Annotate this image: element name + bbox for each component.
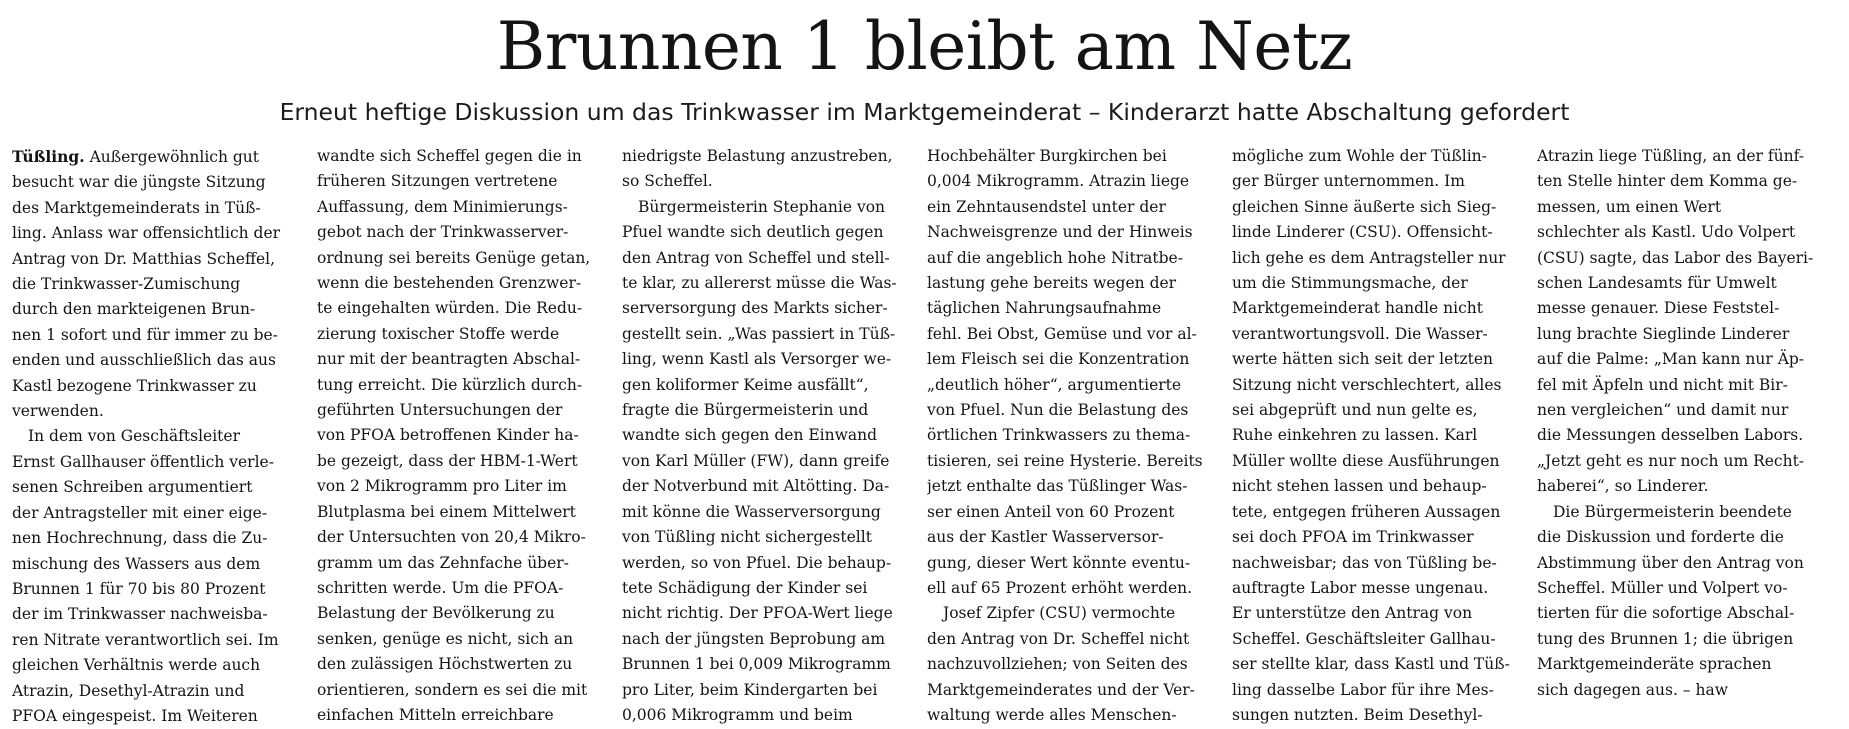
article-line-text: Hochbehälter Burgkirchen bei <box>927 147 1167 165</box>
article-line-text: tierten für die sofortige Abschal- <box>1537 604 1795 623</box>
article-line-text: schritten werde. Um die PFOA- <box>317 578 564 597</box>
article-line <box>317 398 610 423</box>
article-line-text: Müller wollte diese Ausführungen <box>1232 451 1500 470</box>
article-line-text: serversorgung des Markts sicher- <box>622 299 888 318</box>
article-line-text: Brunnen 1 bei 0,009 Mikrogramm <box>622 655 891 674</box>
article-line-text: enden und ausschließlich das aus <box>12 351 276 370</box>
article-column-6 <box>1537 144 1830 703</box>
article-line-text: nicht richtig. Der PFOA-Wert liege <box>622 604 893 623</box>
article-line <box>1232 169 1525 194</box>
article-line-text: lich gehe es dem Antragsteller nur <box>1232 248 1506 267</box>
article-dateline: Tüßling. <box>12 147 85 166</box>
article-line <box>927 525 1220 550</box>
article-line <box>12 374 305 399</box>
article-line-text: messen, um einen Wert <box>1537 197 1722 216</box>
article-line <box>927 347 1220 372</box>
article-line <box>12 221 305 246</box>
article-line-text: be gezeigt, dass der HBM-1-Wert <box>317 451 578 470</box>
article-line <box>317 271 610 296</box>
article-line <box>317 652 610 677</box>
article-line <box>1537 347 1830 372</box>
article-line <box>927 551 1220 576</box>
article-line-text: der Notverbund mit Altötting. Da- <box>622 477 890 496</box>
article-line-text: von Karl Müller (FW), dann greife <box>622 451 890 470</box>
article-line <box>622 246 915 271</box>
article-line-text: ser einen Anteil von 60 Prozent <box>927 502 1175 521</box>
article-line <box>622 296 915 321</box>
article-line-text: die Diskussion und forderte die <box>1537 528 1784 547</box>
article-line <box>317 500 610 525</box>
article-line <box>1232 500 1525 525</box>
article-line-text: Blutplasma bei einem Mittelwert <box>317 502 576 521</box>
article-line-text: Belastung der Bevölkerung zu <box>317 604 555 623</box>
article-line-text: tete, entgegen früheren Aussagen <box>1232 502 1501 521</box>
article-line-text: Marktgemeinderates und der Ver- <box>927 680 1195 699</box>
article-line-text: sich dagegen aus. – haw <box>1537 680 1728 699</box>
article-line-text: der Untersuchten von 20,4 Mikro- <box>317 528 586 547</box>
article-line-text: 0,004 Mikrogramm. Atrazin liege <box>927 172 1190 191</box>
article-line <box>1232 678 1525 703</box>
article-line-text: Abstimmung über den Antrag von <box>1537 553 1804 572</box>
article-body <box>12 144 1837 725</box>
article-line-text: tung des Brunnen 1; die übrigen <box>1537 629 1794 648</box>
article-line <box>622 551 915 576</box>
article-line <box>1232 423 1525 448</box>
article-line-text: orientieren, sondern es sei die mit <box>317 680 588 699</box>
article-line <box>622 347 915 372</box>
article-line-text: Brunnen 1 für 70 bis 80 Prozent <box>12 579 266 598</box>
article-line <box>622 220 915 245</box>
article-line <box>1537 500 1830 525</box>
article-line <box>622 322 915 347</box>
article-line <box>927 703 1220 728</box>
article-line <box>927 601 1220 626</box>
article-line-text: gung, dieser Wert könnte eventu- <box>927 553 1191 572</box>
article-line <box>1232 398 1525 423</box>
article-line-text: „deutlich höher“, argumentierte <box>927 375 1182 394</box>
article-line <box>317 347 610 372</box>
article-line <box>1537 627 1830 652</box>
article-line-text: Josef Zipfer (CSU) vermochte <box>943 604 1176 623</box>
article-line-text: verantwortungsvoll. Die Wasser- <box>1232 324 1488 343</box>
article-line-text: 0,006 Mikrogramm und beim <box>622 705 853 724</box>
article-line <box>927 449 1220 474</box>
article-line <box>622 398 915 423</box>
article-line <box>1537 322 1830 347</box>
article-line <box>1232 322 1525 347</box>
article-line-text: nen vergleichen“ und damit nur <box>1537 401 1789 420</box>
article-line <box>1232 347 1525 372</box>
article-line-text: haberei“, so Linderer. <box>1537 477 1709 496</box>
article-subheadline: Erneut heftige Diskussion um das Trinkwasser im Marktgemeinderat – Kinderarzt hatte Abschaltung gefordert <box>279 98 1570 126</box>
article-line <box>12 297 305 322</box>
article-line-text: so Scheffel. <box>622 172 713 191</box>
article-line-text: nen Hochrechnung, dass die Zu- <box>12 529 268 548</box>
article-line-text: PFOA eingespeist. Im Weiteren <box>12 706 258 725</box>
article-line <box>622 271 915 296</box>
article-line-text: gebot nach der Trinkwasserver- <box>317 223 569 242</box>
article-line <box>1537 576 1830 601</box>
article-line-text: von PFOA betroffenen Kinder ha- <box>317 426 579 445</box>
article-line <box>1232 703 1525 728</box>
article-line-text: den Antrag von Scheffel und stell- <box>622 248 890 267</box>
article-line <box>12 399 305 424</box>
article-line-text: Antrag von Dr. Matthias Scheffel, <box>12 249 276 268</box>
article-line-text: ten Stelle hinter dem Komma ge- <box>1537 172 1798 191</box>
article-line-text: früheren Sitzungen vertretene <box>317 172 558 191</box>
article-line <box>622 169 915 194</box>
article-line <box>1232 449 1525 474</box>
article-line-text: senken, genüge es nicht, sich an <box>317 629 574 648</box>
article-line-text: zierung toxischer Stoffe werde <box>317 324 560 343</box>
article-line <box>1537 144 1830 169</box>
article-line-text: wenn die bestehenden Grenzwer- <box>317 274 582 293</box>
article-line-text: auf die Palme: „Man kann nur Äp- <box>1537 350 1805 369</box>
article-line <box>927 220 1220 245</box>
article-line-text: Marktgemeinderäte sprachen <box>1537 655 1772 674</box>
article-line-text: schen Landesamts für Umwelt <box>1537 274 1777 293</box>
article-line <box>1232 652 1525 677</box>
article-line <box>317 423 610 448</box>
article-line-text: tisieren, sei reine Hysterie. Bereits <box>927 451 1203 470</box>
article-line-text: te eingehalten würden. Die Redu- <box>317 299 583 318</box>
article-line-text: lem Fleisch sei die Konzentration <box>927 350 1190 369</box>
article-line <box>1232 271 1525 296</box>
article-line-text: Pfuel wandte sich deutlich gegen <box>622 223 884 242</box>
article-line <box>927 144 1220 169</box>
article-line-text: ren Nitrate verantwortlich sei. Im <box>12 630 279 649</box>
article-line <box>927 246 1220 271</box>
article-line <box>622 144 915 169</box>
article-line-text: messe genauer. Diese Feststel- <box>1537 299 1780 318</box>
article-line-text: des Marktgemeinderats in Tüß- <box>12 198 261 217</box>
article-line <box>12 424 305 449</box>
article-line <box>317 703 610 728</box>
article-line <box>12 552 305 577</box>
article-line-text: Ernst Gallhauser öffentlich verle- <box>12 452 274 471</box>
article-line <box>317 296 610 321</box>
article-line-text: örtlichen Trinkwassers zu thema- <box>927 426 1191 445</box>
article-line-text: mögliche zum Wohle der Tüßlin- <box>1232 147 1487 165</box>
article-line <box>622 652 915 677</box>
article-line <box>1537 449 1830 474</box>
article-line <box>1537 398 1830 423</box>
article-line-text: ger Bürger unternommen. Im <box>1232 172 1465 191</box>
article-line <box>927 423 1220 448</box>
article-line <box>12 196 305 221</box>
article-line-text: den Antrag von Dr. Scheffel nicht <box>927 629 1190 648</box>
article-line <box>927 169 1220 194</box>
article-line <box>1232 246 1525 271</box>
article-line-text: der Antragsteller mit einer eige- <box>12 503 268 522</box>
article-line <box>317 601 610 626</box>
article-line-text: Scheffel. Müller und Volpert vo- <box>1537 578 1788 597</box>
article-line-text: Nachweisgrenze und der Hinweis <box>927 223 1193 242</box>
article-line-text: von 2 Mikrogramm pro Liter im <box>317 477 567 496</box>
article-line-text: gramm um das Zehnfache über- <box>317 553 569 572</box>
article-line-text: Die Bürgermeisterin beendete <box>1553 502 1792 521</box>
article-line <box>1537 246 1830 271</box>
article-line-text: nen 1 sofort und für immer zu be- <box>12 325 278 344</box>
article-line <box>1537 652 1830 677</box>
article-line <box>1232 601 1525 626</box>
article-line-text: ser stellte klar, dass Kastl und Tüß- <box>1232 655 1510 674</box>
article-line-text: von Pfuel. Nun die Belastung des <box>927 401 1189 420</box>
article-line-text: Marktgemeinderat handle nicht <box>1232 299 1483 318</box>
article-line <box>12 526 305 551</box>
article-line-text: lastung gehe bereits wegen der <box>927 274 1177 293</box>
article-column-5 <box>1232 144 1525 728</box>
article-line-text: werden, so von Pfuel. Die behaup- <box>622 553 892 572</box>
article-line <box>622 449 915 474</box>
article-line <box>927 500 1220 525</box>
article-line <box>622 576 915 601</box>
article-line <box>622 525 915 550</box>
article-line-text: schlechter als Kastl. Udo Volpert <box>1537 223 1796 242</box>
article-line-text: Atrazin, Desethyl-Atrazin und <box>12 681 245 700</box>
article-line-text: die Messungen desselben Labors. <box>1537 426 1804 445</box>
article-line <box>317 474 610 499</box>
article-line <box>622 474 915 499</box>
article-line-text: fehl. Bei Obst, Gemüse und vor al- <box>927 324 1197 343</box>
article-line-text: geführten Untersuchungen der <box>317 401 563 420</box>
article-line <box>1537 423 1830 448</box>
article-line <box>12 450 305 475</box>
article-line <box>927 195 1220 220</box>
article-line-text: fel mit Äpfeln und nicht mit Bir- <box>1537 375 1788 394</box>
article-line-text: nachweisbar; das von Tüßling be- <box>1232 553 1497 572</box>
article-line <box>317 525 610 550</box>
article-line <box>1232 144 1525 169</box>
article-line <box>12 272 305 297</box>
article-line-text: ling dasselbe Labor für ihre Mes- <box>1232 680 1494 699</box>
article-line-text: verwenden. <box>12 402 104 421</box>
article-line <box>12 501 305 526</box>
article-line <box>927 576 1220 601</box>
article-line-text: Atrazin liege Tüßling, an der fünf- <box>1537 147 1804 165</box>
article-line-text: täglichen Nahrungsaufnahme <box>927 299 1162 318</box>
article-line-text: Auffassung, dem Minimierungs- <box>317 197 568 216</box>
article-line <box>317 678 610 703</box>
article-line <box>1537 296 1830 321</box>
article-line-text: die Trinkwasser-Zumischung <box>12 275 241 294</box>
article-line <box>12 247 305 272</box>
article-line-text: ordnung sei bereits Genüge getan, <box>317 248 591 267</box>
article-line-text: nur mit der beantragten Abschal- <box>317 350 581 369</box>
article-line <box>1232 576 1525 601</box>
article-line-text: durch den markteigenen Brun- <box>12 300 256 319</box>
article-line <box>12 577 305 602</box>
article-line <box>317 144 610 169</box>
article-line <box>317 195 610 220</box>
article-line <box>317 551 610 576</box>
article-line <box>12 602 305 627</box>
article-line <box>12 348 305 373</box>
article-line-text: fragte die Bürgermeisterin und <box>622 401 869 420</box>
article-line-text: den zulässigen Höchstwerten zu <box>317 655 573 674</box>
article-line-text: auftragte Labor messe ungenau. <box>1232 578 1489 597</box>
article-line <box>927 678 1220 703</box>
article-line <box>12 144 305 170</box>
article-line <box>1537 195 1830 220</box>
article-line <box>622 500 915 525</box>
article-line <box>12 170 305 195</box>
article-line <box>927 373 1220 398</box>
article-line <box>1232 296 1525 321</box>
article-line <box>622 703 915 728</box>
article-line <box>317 449 610 474</box>
article-line-text: te klar, zu allererst müsse die Was- <box>622 274 897 293</box>
article-line <box>12 628 305 653</box>
article-line-text: nach der jüngsten Beprobung am <box>622 629 886 648</box>
article-line-text: tete Schädigung der Kinder sei <box>622 578 868 597</box>
article-line-text: jetzt enthalte das Tüßlinger Was- <box>927 477 1188 496</box>
article-line <box>622 678 915 703</box>
article-line-text: senen Schreiben argumentiert <box>12 478 253 497</box>
article-line-text: Kastl bezogene Trinkwasser zu <box>12 376 257 395</box>
article-line-text: mit könne die Wasserversorgung <box>622 502 881 521</box>
article-line-text: tung erreicht. Die kürzlich durch- <box>317 375 583 394</box>
article-line <box>1537 678 1830 703</box>
article-line <box>1232 627 1525 652</box>
article-line-text: aus der Kastler Wasserversor- <box>927 528 1164 547</box>
article-line <box>622 423 915 448</box>
article-line-text: waltung werde alles Menschen- <box>927 705 1177 724</box>
article-line <box>12 704 305 729</box>
article-line <box>622 627 915 652</box>
article-line <box>1537 601 1830 626</box>
article-line-text: um die Stimmungsmache, der <box>1232 274 1468 293</box>
article-line-text: gleichen Verhältnis werde auch <box>12 656 261 675</box>
article-line-text: wandte sich Scheffel gegen die in <box>317 147 582 165</box>
article-column-1 <box>12 144 305 729</box>
article-line-text: nachzuvollziehen; von Seiten des <box>927 655 1188 674</box>
article-line-text: lung brachte Sieglinde Linderer <box>1537 324 1790 343</box>
article-line-text: sungen nutzten. Beim Desethyl- <box>1232 705 1483 724</box>
article-line <box>1537 271 1830 296</box>
article-line-text: besucht war die jüngste Sitzung <box>12 173 266 192</box>
article-line <box>12 653 305 678</box>
article-line <box>927 652 1220 677</box>
article-line <box>317 220 610 245</box>
article-line-text: nicht stehen lassen und behaup- <box>1232 477 1487 496</box>
article-line-text: „Jetzt geht es nur noch um Recht- <box>1537 451 1805 470</box>
article-column-2 <box>317 144 610 728</box>
article-line <box>12 475 305 500</box>
article-line-text: gestellt sein. „Was passiert in Tüß- <box>622 324 896 343</box>
article-line-text: Sitzung nicht verschlechtert, alles <box>1232 375 1502 394</box>
article-line-text: ein Zehntausendstel unter der <box>927 197 1166 216</box>
article-line <box>622 601 915 626</box>
article-line-text: linde Linderer (CSU). Offensicht- <box>1232 223 1493 242</box>
article-line-text: ell auf 65 Prozent erhöht werden. <box>927 578 1193 597</box>
article-line-text: Bürgermeisterin Stephanie von <box>638 197 886 216</box>
article-line-text: auf die angeblich hohe Nitratbe- <box>927 248 1183 267</box>
article-line-text: wandte sich gegen den Einwand <box>622 426 878 445</box>
article-line <box>1537 373 1830 398</box>
article-line <box>1537 551 1830 576</box>
article-line-text: Ruhe einkehren zu lassen. Karl <box>1232 426 1478 445</box>
article-line <box>1232 373 1525 398</box>
article-line <box>927 271 1220 296</box>
article-line <box>1537 525 1830 550</box>
article-line-text: sei doch PFOA im Trinkwasser <box>1232 528 1474 547</box>
article-line <box>927 474 1220 499</box>
article-line-text: gleichen Sinne äußerte sich Sieg- <box>1232 197 1497 216</box>
article-line-text: niedrigste Belastung anzustreben, <box>622 147 893 165</box>
article-line <box>12 679 305 704</box>
article-line-text: ling. Anlass war offensichtlich der <box>12 224 281 243</box>
article-line <box>1232 195 1525 220</box>
article-line-text: mischung des Wassers aus dem <box>12 554 261 573</box>
article-line-text: einfachen Mitteln erreichbare <box>317 705 554 724</box>
article-line <box>622 195 915 220</box>
article-line <box>927 322 1220 347</box>
article-line <box>317 322 610 347</box>
article-line-text: ling, wenn Kastl als Versorger we- <box>622 350 892 369</box>
article-line-text: gen koliformer Keime ausfällt“, <box>622 375 869 394</box>
article-line <box>927 296 1220 321</box>
article-line-text: (CSU) sagte, das Labor des Bayeri- <box>1537 248 1814 267</box>
article-line <box>317 169 610 194</box>
article-line-text: werte hätten sich seit der letzten <box>1232 350 1494 369</box>
article-line <box>317 373 610 398</box>
article-line <box>1232 220 1525 245</box>
article-line-text: der im Trinkwasser nachweisba- <box>12 605 268 624</box>
article-line <box>622 373 915 398</box>
article-line <box>1232 525 1525 550</box>
article-line <box>317 576 610 601</box>
article-line <box>1232 474 1525 499</box>
article-line <box>317 627 610 652</box>
article-line-text: Scheffel. Geschäftsleiter Gallhau- <box>1232 629 1496 648</box>
article-column-3 <box>622 144 915 728</box>
article-line <box>12 323 305 348</box>
article-line-text: sei abgeprüft und nun gelte es, <box>1232 401 1478 420</box>
article-line-text: Er unterstütze den Antrag von <box>1232 604 1473 623</box>
article-line <box>1537 474 1830 499</box>
article-line <box>317 246 610 271</box>
article-line <box>1537 220 1830 245</box>
article-line <box>1232 551 1525 576</box>
article-line-text: pro Liter, beim Kindergarten bei <box>622 680 878 699</box>
article-line-text: von Tüßling nicht sichergestellt <box>622 528 872 547</box>
article-line <box>927 627 1220 652</box>
article-line-text: Außergewöhnlich gut <box>89 148 260 166</box>
article-line-text: In dem von Geschäftsleiter <box>28 427 240 446</box>
article-column-4 <box>927 144 1220 728</box>
article-line <box>927 398 1220 423</box>
article-line <box>1537 169 1830 194</box>
article-headline: Brunnen 1 bleibt am Netz <box>496 8 1353 85</box>
